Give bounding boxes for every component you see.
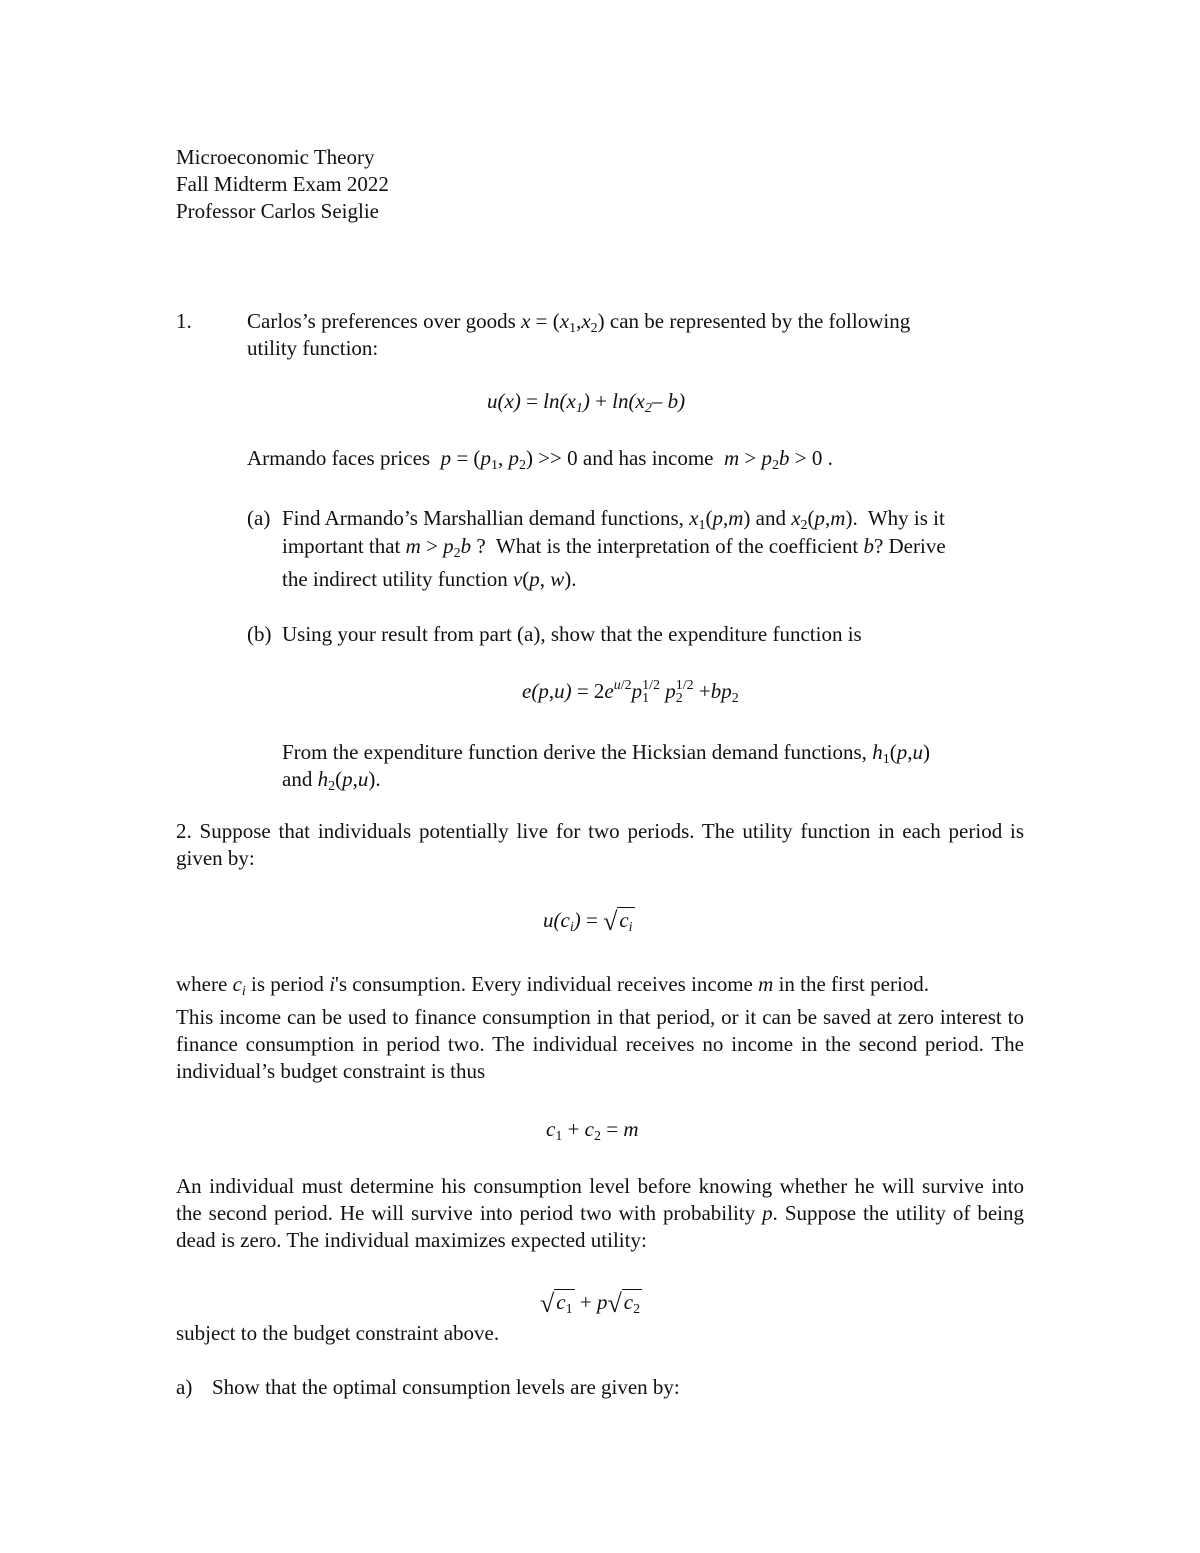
utility-equation: $u(x) = \ln(x_1) + \ln(x_2-$ b) (487, 389, 686, 416)
part-b-label: (b) (247, 622, 272, 646)
part-b-line-3: and $h_2(p,u)$. (282, 767, 381, 794)
part-a-line-2: important that $m > p_2b$ ? What is the interpretation of the coefficient b? Derive (282, 534, 946, 561)
part-b-line-1: Using your result from part (a), show that the expenditure function is (282, 622, 862, 646)
armando-prices: Armando faces prices $p = (p_1$, $p_2) >> 0$ and has income $m > p_2b > 0$ . (247, 446, 833, 473)
part-a-line-1: Find Armando’s Marshallian demand functions, $x_1(p,m)$ and $x_2(p,m)$. Why is it (282, 506, 945, 533)
question-1-intro: Carlos’s preferences over goods $x = (x_1,x_2)$ can be represented by the following (247, 309, 911, 336)
part-b-line-2: From the expenditure function derive the Hicksian demand functions, $h_1(p,u)$ (282, 740, 930, 767)
period-utility-equation: $u(c_i) = √c_i$ (543, 907, 633, 936)
question-1-number: 1. (176, 309, 192, 333)
professor-name: Professor Carlos Seiglie (176, 199, 379, 223)
where-line: where $c_i$ is period i's consumption. Every individual receives income m in the first period. (176, 972, 930, 999)
q2-part-a-text: Show that the optimal consumption levels are given by: (212, 1375, 680, 1399)
part-a-label: (a) (247, 506, 271, 530)
question-1-intro-cont: utility function: (247, 336, 379, 360)
budget-paragraph: This income can be used to finance consumption in that period, or it can be saved at zero interest to finance consumption in period two. The individual receives no income in the second period. The individual’s budget constraint is thus (176, 1005, 1024, 1083)
subject-to-line: subject to the budget constraint above. (176, 1321, 500, 1345)
part-a-line-3: the indirect utility function v(p, w). (282, 567, 577, 591)
budget-equation: $c_1 + c_2 = m$ (546, 1117, 639, 1144)
question-2-intro: 2. Suppose that individuals potentially live for two periods. The utility function in each period is given by: (176, 819, 1024, 870)
expected-utility-equation: $√c_1 + p√c_2$ (540, 1289, 641, 1318)
survival-paragraph: An individual must determine his consumption level before knowing whether he will survive into the second period. He will survive into period two with probability p. Suppose the utility of being dead is zero. The individual maximizes expected utility: (176, 1174, 1024, 1252)
course-title: Microeconomic Theory (176, 145, 375, 169)
expenditure-equation: $e(p,u) = 2e^{u/2}p_1^{1/2}$ $p_2^{1/2} +bp_2$ (522, 678, 739, 706)
q2-part-a-label: a) (176, 1375, 193, 1399)
exam-title: Fall Midterm Exam 2022 (176, 172, 389, 196)
